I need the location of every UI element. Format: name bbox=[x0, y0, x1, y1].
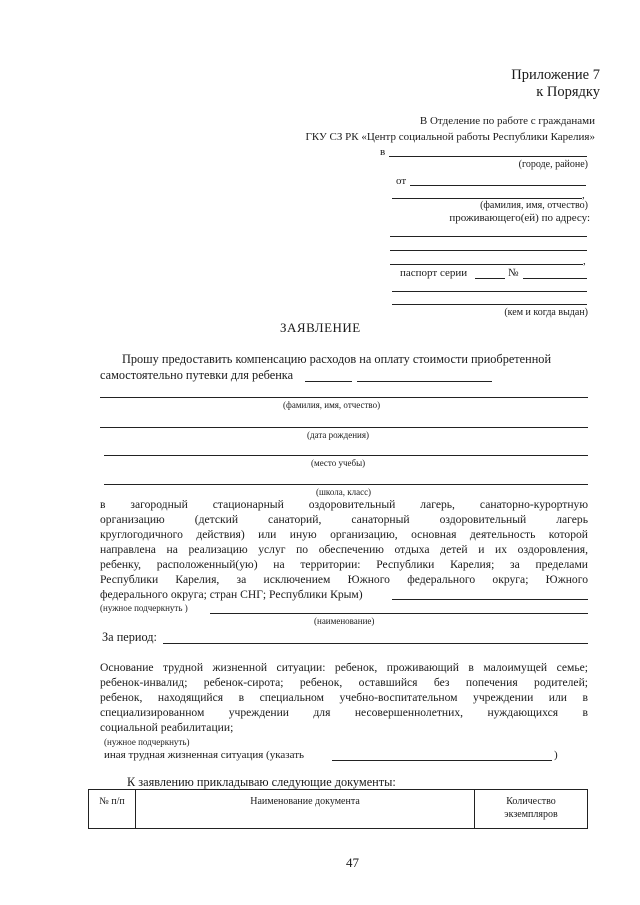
child-birth-hint: (дата рождения) bbox=[307, 430, 369, 440]
child-field-b[interactable] bbox=[357, 381, 492, 382]
destination-line-4: направлена на реализацию услуг по обеспечению отдыха детей и их оздоровления, bbox=[100, 543, 588, 556]
addressee-line-2: ГКУ СЗ РК «Центр социальной работы Республики Карелия» bbox=[305, 131, 595, 143]
destination-line-2: организацию (детский санаторий, санаторный оздоровительный лагерь bbox=[100, 513, 588, 526]
residing-label: проживающего(ей) по адресу: bbox=[449, 212, 590, 224]
address-line-1[interactable] bbox=[390, 236, 587, 237]
from-field-line[interactable] bbox=[410, 185, 586, 186]
passport-series-field[interactable] bbox=[475, 278, 505, 279]
child-study-line[interactable] bbox=[104, 455, 588, 456]
city-hint: (городе, районе) bbox=[518, 159, 588, 170]
child-school-hint: (школа, класс) bbox=[316, 487, 372, 497]
col-quantity-header bbox=[475, 790, 588, 829]
basis-line-5: социальной реабилитации; bbox=[100, 721, 234, 734]
addressee-line-1: В Отделение по работе с гражданами bbox=[419, 115, 595, 127]
destination-line-5: ребенку, расположенный(ую) на территории: Республики Карелия; за пределами bbox=[100, 558, 588, 571]
col-name-header: Наименование документа bbox=[136, 790, 475, 829]
child-field-a[interactable] bbox=[305, 381, 352, 382]
destination-field-line[interactable] bbox=[392, 599, 588, 600]
basis-underline-hint: (нужное подчеркнуть) bbox=[104, 737, 190, 747]
destination-line-3: круглогодичного действия) или иную организацию, основная деятельность которой bbox=[100, 528, 588, 541]
fio-hint: (фамилия, имя, отчество) bbox=[480, 200, 588, 211]
child-fio-hint: (фамилия, имя, отчество) bbox=[283, 400, 381, 410]
col-number-header: № п/п bbox=[89, 790, 136, 829]
page-number: 47 bbox=[346, 855, 359, 870]
child-school-line[interactable] bbox=[104, 484, 588, 485]
in-prefix: в bbox=[380, 146, 386, 158]
appendix-order: к Порядку bbox=[536, 84, 600, 100]
passport-issued-line-1[interactable] bbox=[392, 291, 587, 292]
destination-line-6: Республики Карелия, за исключением Южного федерального округа; Южного bbox=[100, 573, 588, 586]
destination-line-7: федерального округа; стран СНГ; Республики Крым) bbox=[100, 588, 363, 601]
col-quantity-line-1: Количество bbox=[506, 796, 556, 807]
from-prefix: от bbox=[396, 175, 407, 187]
comma-2: , bbox=[583, 255, 586, 267]
table-header-row bbox=[89, 790, 588, 829]
request-line-2: самостоятельно путевки для ребенка bbox=[100, 368, 294, 382]
documents-table bbox=[88, 789, 588, 829]
appendix-number: Приложение 7 bbox=[511, 67, 600, 83]
issued-hint: (кем и когда выдан) bbox=[504, 307, 588, 318]
comma-1: , bbox=[582, 189, 585, 201]
from-field-line-2[interactable] bbox=[392, 198, 582, 199]
destination-line-1: в загородный стационарный оздоровительный лагерь, санаторно-курортную bbox=[100, 498, 588, 511]
address-line-3[interactable] bbox=[390, 264, 583, 265]
other-situation-field[interactable] bbox=[332, 760, 552, 761]
period-field-line[interactable] bbox=[163, 643, 588, 644]
request-line-1: Прошу предоставить компенсацию расходов на оплату стоимости приобретенной bbox=[122, 352, 552, 366]
organization-name-hint: (наименование) bbox=[314, 616, 375, 626]
period-label: За период: bbox=[102, 630, 157, 644]
passport-series-label: паспорт серии bbox=[400, 267, 468, 279]
attachments-intro: К заявлению прикладываю следующие документы: bbox=[127, 775, 396, 789]
city-field-line[interactable] bbox=[389, 156, 587, 157]
address-line-2[interactable] bbox=[390, 250, 587, 251]
basis-line-1: Основание трудной жизненной ситуации: ребенок, проживающий в малоимущей семье; bbox=[100, 661, 588, 674]
basis-line-4: специализированном учреждении для несовершеннолетних, нуждающихся в bbox=[100, 706, 588, 719]
child-study-hint: (место учебы) bbox=[311, 458, 366, 468]
basis-line-3: ребенок, находящийся в специальном учебно-воспитательном учреждении или в bbox=[100, 691, 588, 704]
document-title: ЗАЯВЛЕНИЕ bbox=[280, 320, 361, 335]
child-fio-line[interactable] bbox=[100, 397, 588, 398]
child-birth-line[interactable] bbox=[100, 427, 588, 428]
passport-issued-line-2[interactable] bbox=[392, 304, 587, 305]
passport-number-field[interactable] bbox=[523, 278, 587, 279]
basis-line-2: ребенок-инвалид; ребенок-сирота; ребенок, оставшийся без попечения родителей; bbox=[100, 676, 588, 689]
destination-underline-hint: (нужное подчеркнуть ) bbox=[100, 603, 188, 613]
other-situation-label: иная трудная жизненная ситуация (указать bbox=[104, 749, 305, 761]
passport-number-label: № bbox=[508, 267, 519, 279]
col-quantity-line-2: экземпляров bbox=[504, 809, 558, 820]
other-situation-close: ) bbox=[554, 749, 558, 761]
organization-name-line[interactable] bbox=[210, 613, 588, 614]
